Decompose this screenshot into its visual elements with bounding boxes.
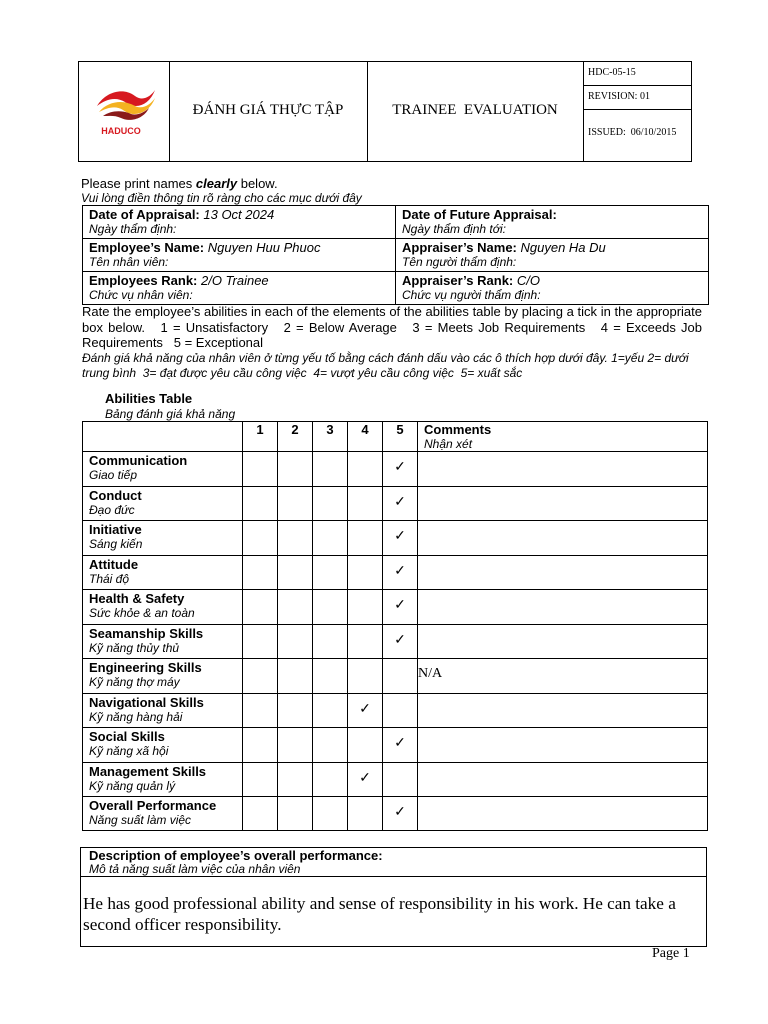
intro-emphasis: clearly xyxy=(195,176,238,191)
ability-row-label xyxy=(89,522,142,552)
ability-name: Conduct xyxy=(89,487,142,503)
employee-name-label: Employee’s Name: xyxy=(89,240,205,255)
ability-row-label xyxy=(89,695,204,725)
ability-row-label xyxy=(89,488,142,518)
ability-name-vi: Thái độ xyxy=(89,571,130,586)
logo-text: HADUCO xyxy=(101,126,141,136)
ability-row-label xyxy=(89,453,187,483)
ability-name: Engineering Skills xyxy=(89,660,202,675)
scale-3: 3 xyxy=(326,422,334,437)
ability-row-label xyxy=(89,626,203,656)
ability-name: Social Skills xyxy=(89,729,165,744)
comments-header-vi: Nhận xét xyxy=(424,437,473,451)
ability-name-vi: Đạo đức xyxy=(89,502,135,517)
appraiser-rank-label: Appraiser’s Rank: xyxy=(402,273,514,288)
performance-description-text: He has good professional ability and sense of responsibility in his work. He can take a second officer responsibility. xyxy=(83,894,676,934)
performance-description-box xyxy=(80,847,707,947)
revision: REVISION: 01 xyxy=(588,91,650,102)
info-row xyxy=(83,206,708,239)
abilities-table-title-vi: Bảng đánh giá khả năng xyxy=(105,407,236,421)
ability-name-vi: Kỹ năng quản lý xyxy=(89,778,176,793)
scale-1: 1 xyxy=(256,422,264,437)
ability-name: Health & Safety xyxy=(89,591,185,606)
issued-date: ISSUED: 06/10/2015 xyxy=(588,127,677,138)
rating-tick-icon: ✓ xyxy=(394,561,406,578)
ability-row-label xyxy=(89,798,216,828)
rating-instructions-vietnamese: Đánh giá khả năng của nhân viên ở từng yếu tố bằng cách đánh dấu vào các ô thích hợp dưới đây. 1=yếu 2= dưới trung bình 3= đạt được yêu cầu công việc 4= vượt yêu cầu công việc 5= xuất sắc xyxy=(82,351,693,380)
rating-tick-icon: ✓ xyxy=(394,492,406,509)
title-english: TRAINEE EVALUATION xyxy=(392,102,558,118)
performance-description-label: Description of employee’s overall performance: xyxy=(89,848,383,863)
ability-name: Management Skills xyxy=(89,763,207,779)
date-of-appraisal-label: Date of Appraisal: xyxy=(89,207,200,222)
ability-name: Communication xyxy=(89,453,188,468)
company-logo xyxy=(89,80,159,140)
ability-row-label xyxy=(89,729,168,759)
ability-row-label xyxy=(89,660,202,690)
ability-name-vi: Kỹ năng thủy thủ xyxy=(89,640,180,655)
intro-vietnamese: Vui lòng điền thông tin rõ ràng cho các mục dưới đây xyxy=(81,191,362,205)
page-number: Page 1 xyxy=(652,946,690,961)
appraiser-name-vi: Tên người thẩm định: xyxy=(402,255,517,269)
rating-tick-icon: ✓ xyxy=(394,596,406,612)
rating-tick-icon: ✓ xyxy=(359,768,371,785)
ability-name: Initiative xyxy=(89,522,142,537)
scale-4: 4 xyxy=(361,422,369,437)
employee-rank-value: 2/O Trainee xyxy=(197,273,269,288)
employee-rank-vi: Chức vụ nhân viên: xyxy=(89,288,193,302)
appraiser-name-value: Nguyen Ha Du xyxy=(516,240,606,255)
ability-name-vi: Kỹ năng thợ máy xyxy=(89,675,180,689)
ability-name: Attitude xyxy=(89,556,139,572)
rating-tick-icon: ✓ xyxy=(394,803,406,819)
ability-name-vi: Kỹ năng hàng hải xyxy=(89,709,183,724)
date-of-appraisal-vi: Ngày thẩm định: xyxy=(89,222,177,236)
scale-5: 5 xyxy=(396,422,404,437)
ability-name-vi: Kỹ năng xã hội xyxy=(89,744,169,758)
rating-instructions-english: Rate the employee’s abilities in each of the elements of the abilities table by placing a tick in the appropriate box below. 1 = Unsatisfactory 2 = Below Average 3 = Meets Job Requirements 4 = Exceeds Job Requirements 5 = Exceptional xyxy=(82,304,706,350)
date-of-appraisal-value: 13 Oct 2024 xyxy=(199,207,275,222)
future-appraisal-label: Date of Future Appraisal: xyxy=(402,207,557,222)
ability-name: Seamanship Skills xyxy=(89,625,204,641)
rating-tick-icon: ✓ xyxy=(394,630,406,647)
employee-name-value: Nguyen Huu Phuoc xyxy=(204,240,321,255)
ability-comment: N/A xyxy=(418,666,443,681)
ability-row-label xyxy=(89,591,195,621)
comments-header: Comments xyxy=(424,422,492,437)
rating-tick-icon: ✓ xyxy=(359,699,371,716)
intro-english: Please print names clearly below. xyxy=(81,176,278,191)
ability-row-label xyxy=(89,557,138,587)
rating-tick-icon: ✓ xyxy=(394,527,406,543)
employee-rank-label: Employees Rank: xyxy=(89,273,198,288)
abilities-table xyxy=(82,421,708,831)
rating-tick-icon: ✓ xyxy=(394,458,406,474)
appraiser-rank-vi: Chức vụ người thẩm định: xyxy=(402,288,541,302)
future-appraisal-vi: Ngày thẩm định tới: xyxy=(402,222,506,236)
ability-name-vi: Sức khỏe & an toàn xyxy=(89,606,195,620)
title-vietnamese: ĐÁNH GIÁ THỰC TẬP xyxy=(192,102,344,118)
appraiser-rank-value: C/O xyxy=(513,273,540,288)
performance-description-label-vi: Mô tả năng suất làm việc của nhân viên xyxy=(89,862,301,876)
rating-tick-icon: ✓ xyxy=(394,734,406,750)
ability-name: Overall Performance xyxy=(89,798,217,813)
ability-row-label xyxy=(89,764,206,794)
ability-name-vi: Sáng kiến xyxy=(89,537,143,551)
appraiser-name-label: Appraiser’s Name: xyxy=(402,240,517,255)
abilities-table-title: Abilities Table xyxy=(105,391,193,406)
document-header xyxy=(78,61,692,162)
info-row xyxy=(83,239,708,272)
ability-name-vi: Giao tiếp xyxy=(89,468,138,482)
info-table xyxy=(82,205,709,305)
scale-2: 2 xyxy=(291,422,299,437)
document-code: HDC-05-15 xyxy=(588,67,636,78)
info-row xyxy=(83,272,708,305)
ability-name: Navigational Skills xyxy=(89,694,204,710)
ability-name-vi: Năng suất làm việc xyxy=(89,813,192,827)
employee-name-vi: Tên nhân viên: xyxy=(89,255,169,269)
haduco-logo-icon xyxy=(89,80,159,124)
